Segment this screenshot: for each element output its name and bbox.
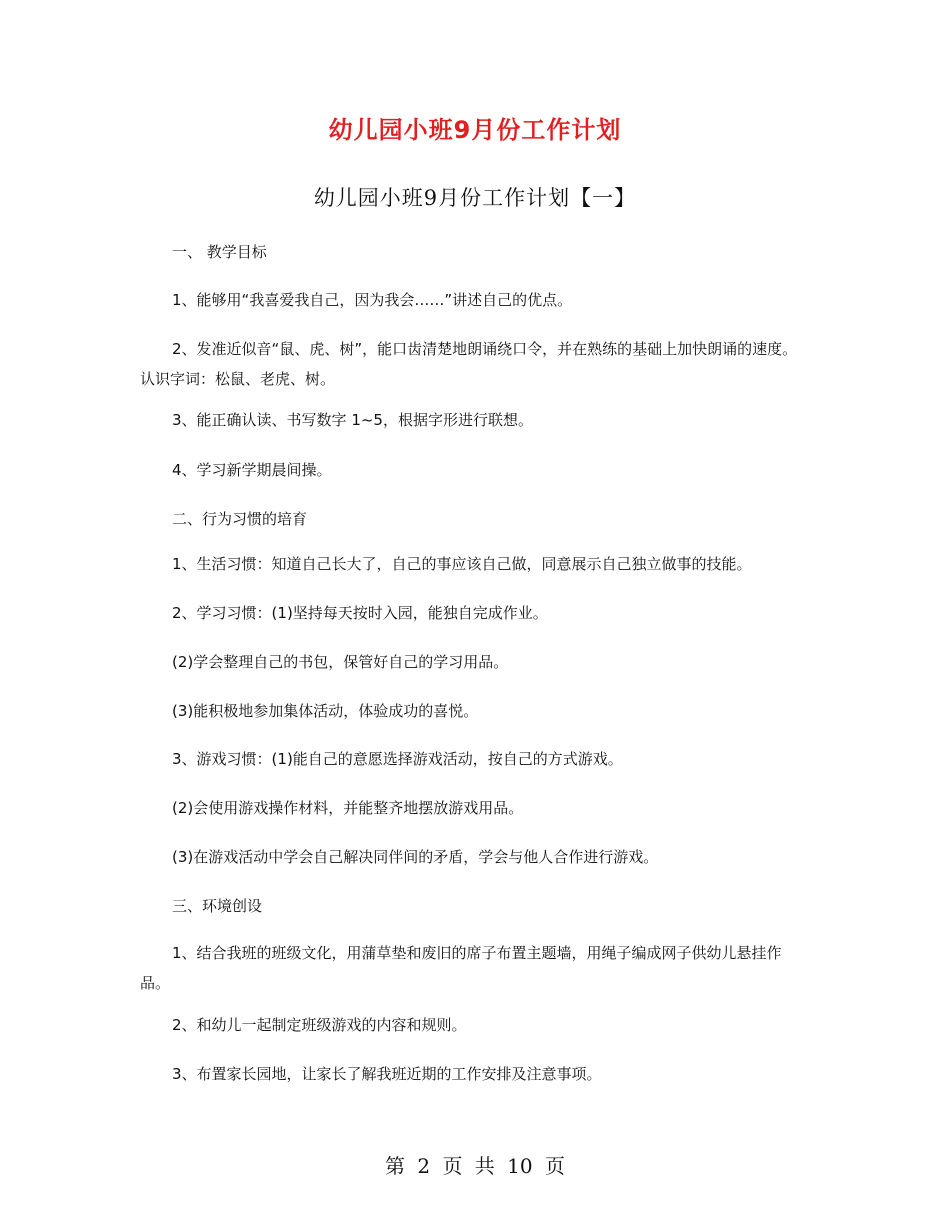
paragraph: 1、结合我班的班级文化，用蒲草垫和废旧的席子布置主题墙，用绳子编成网子供幼儿悬挂作品。 <box>140 944 782 992</box>
paragraph: 1、生活习惯：知道自己长大了，自己的事应该自己做，同意展示自己独立做事的技能。 <box>172 555 752 573</box>
paragraph: 3、能正确认读、书写数字 1~5，根据字形进行联想。 <box>172 411 533 429</box>
paragraph: (3)能积极地参加集体活动，体验成功的喜悦。 <box>172 702 479 720</box>
paragraph: 3、布置家长园地，让家长了解我班近期的工作安排及注意事项。 <box>172 1065 602 1083</box>
paragraph: 1、能够用“我喜爱我自己，因为我会……”讲述自己的优点。 <box>172 291 573 309</box>
paragraph: 3、游戏习惯：(1)能自己的意愿选择游戏活动，按自己的方式游戏。 <box>172 750 623 768</box>
paragraph: (2)会使用游戏操作材料，并能整齐地摆放游戏用品。 <box>172 799 524 817</box>
section-subtitle: 幼儿园小班9月份工作计划【一】 <box>313 186 637 210</box>
heading-environment: 三、环境创设 <box>172 897 263 915</box>
paragraph: 2、学习习惯：(1)坚持每天按时入园，能独自完成作业。 <box>172 604 548 622</box>
heading-teaching-goals: 一、 教学目标 <box>172 243 267 261</box>
paragraph: 2、和幼儿一起制定班级游戏的内容和规则。 <box>172 1016 467 1034</box>
paragraph: (2)学会整理自己的书包，保管好自己的学习用品。 <box>172 653 509 671</box>
paragraph: 2、发准近似音“鼠、虎、树”，能口齿清楚地朗诵绕口令，并在熟练的基础上加快朗诵的速度。认识字词：松鼠、老虎、树。 <box>140 340 798 388</box>
heading-behavior-habits: 二、行为习惯的培育 <box>172 510 308 528</box>
paragraph: 4、学习新学期晨间操。 <box>172 461 332 479</box>
paragraph: (3)在游戏活动中学会自己解决同伴间的矛盾，学会与他人合作进行游戏。 <box>172 848 659 866</box>
document-title: 幼儿园小班9月份工作计划 <box>328 116 622 144</box>
page-number-footer: 第 2 页 共 10 页 <box>385 1154 565 1178</box>
